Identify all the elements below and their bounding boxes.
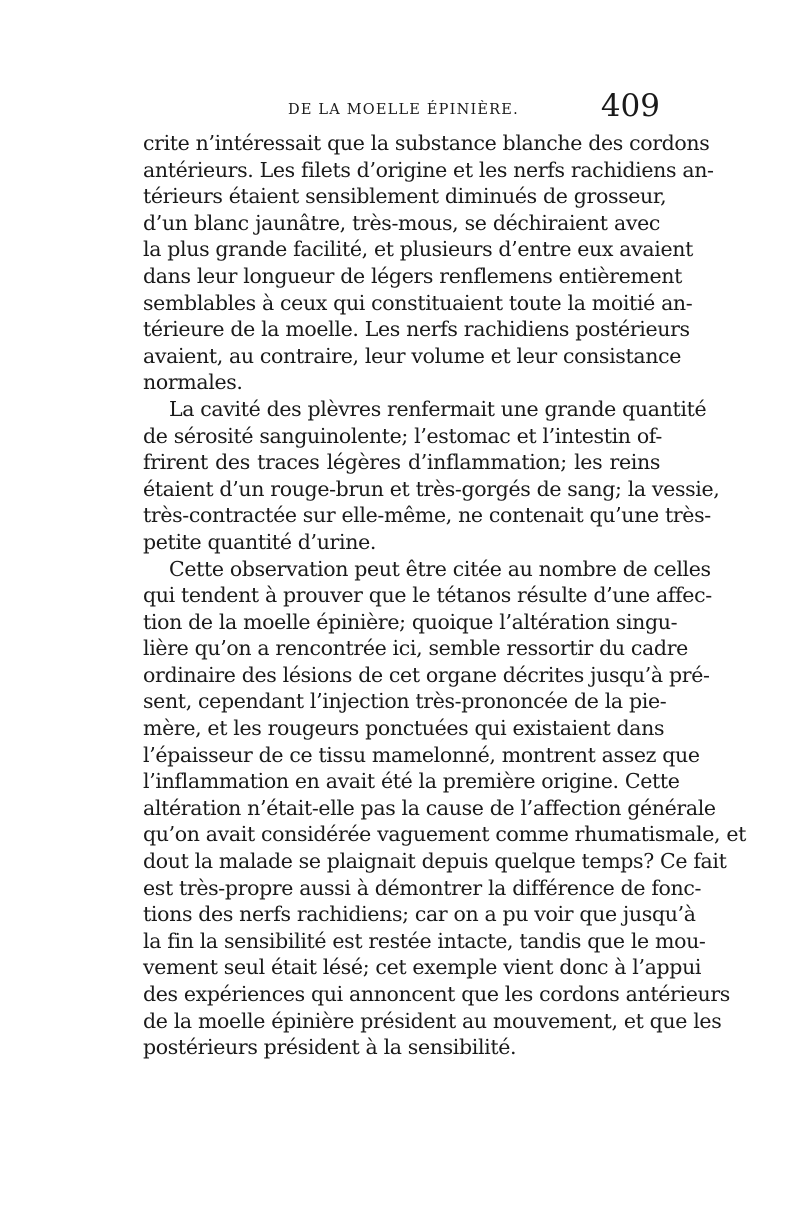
text-line: semblables à ceux qui constituaient toute la moitié an-: [143, 290, 693, 315]
body-text: [143, 130, 746, 1061]
text-line: ordinaire des lésions de cet organe décrites jusqu’à pré-: [143, 662, 710, 687]
text-line: de la moelle épinière président au mouvement, et que les: [143, 1008, 722, 1033]
text-line: altération n’était-elle pas la cause de l’affection générale: [143, 795, 716, 820]
text-line: très-contractée sur elle-même, ne contenait qu’une très-: [143, 503, 711, 528]
text-line: étaient d’un rouge-brun et très-gorgés de sang; la vessie,: [143, 476, 720, 501]
text-line: sent, cependant l’injection très-prononcée de la pie-: [143, 689, 667, 714]
text-line: térieure de la moelle. Les nerfs rachidiens postérieurs: [143, 317, 690, 342]
text-line: La cavité des plèvres renfermait une grande quantité: [169, 396, 707, 421]
text-line: dout la malade se plaignait depuis quelque temps? Ce fait: [143, 849, 727, 874]
text-line: frirent des traces légères d’inflammation; les reins: [143, 450, 660, 475]
text-line: petite quantité d’urine.: [143, 529, 377, 554]
text-line: qui tendent à prouver que le tétanos résulte d’une affec-: [143, 583, 712, 608]
text-line: vement seul était lésé; cet exemple vient donc à l’appui: [143, 955, 702, 980]
running-title: DE LA MOELLE ÉPINIÈRE.: [288, 102, 519, 118]
text-line: la plus grande facilité, et plusieurs d’entre eux avaient: [143, 237, 693, 262]
text-line: mère, et les rougeurs ponctuées qui existaient dans: [143, 716, 665, 741]
text-line: l’épaisseur de ce tissu mamelonné, montrent assez que: [143, 742, 700, 767]
text-line: est très-propre aussi à démontrer la différence de fonc-: [143, 875, 702, 900]
text-line: Cette observation peut être citée au nombre de celles: [169, 556, 711, 581]
text-line: crite n’intéressait que la substance blanche des cordons: [143, 131, 710, 155]
text-line: de sérosité sanguinolente; l’estomac et l’intestin of-: [143, 423, 662, 448]
text-line: avaient, au contraire, leur volume et leur consistance: [143, 343, 682, 368]
text-line: lière qu’on a rencontrée ici, semble ressortir du cadre: [143, 636, 688, 661]
text-line: tions des nerfs rachidiens; car on a pu voir que jusqu’à: [143, 902, 696, 927]
text-line: postérieurs président à la sensibilité.: [143, 1035, 517, 1060]
text-line: térieurs étaient sensiblement diminués de grosseur,: [143, 184, 667, 209]
running-head: [143, 88, 660, 124]
text-line: d’un blanc jaunâtre, très-mous, se déchiraient avec: [143, 210, 660, 235]
text-line: des expériences qui annoncent que les cordons antérieurs: [143, 982, 730, 1006]
text-line: dans leur longueur de légers renflemens entièrement: [143, 263, 682, 288]
text-line: la fin la sensibilité est restée intacte, tandis que le mou-: [143, 928, 706, 953]
page-number: 409: [600, 88, 660, 124]
text-line: l’inflammation en avait été la première origine. Cette: [143, 769, 680, 794]
text-line: tion de la moelle épinière; quoique l’altération singu-: [143, 609, 678, 634]
text-line: normales.: [143, 370, 243, 395]
text-line: antérieurs. Les filets d’origine et les nerfs rachidiens an-: [143, 157, 714, 182]
text-line: qu’on avait considérée vaguement comme rhumatismale, et: [143, 822, 746, 847]
